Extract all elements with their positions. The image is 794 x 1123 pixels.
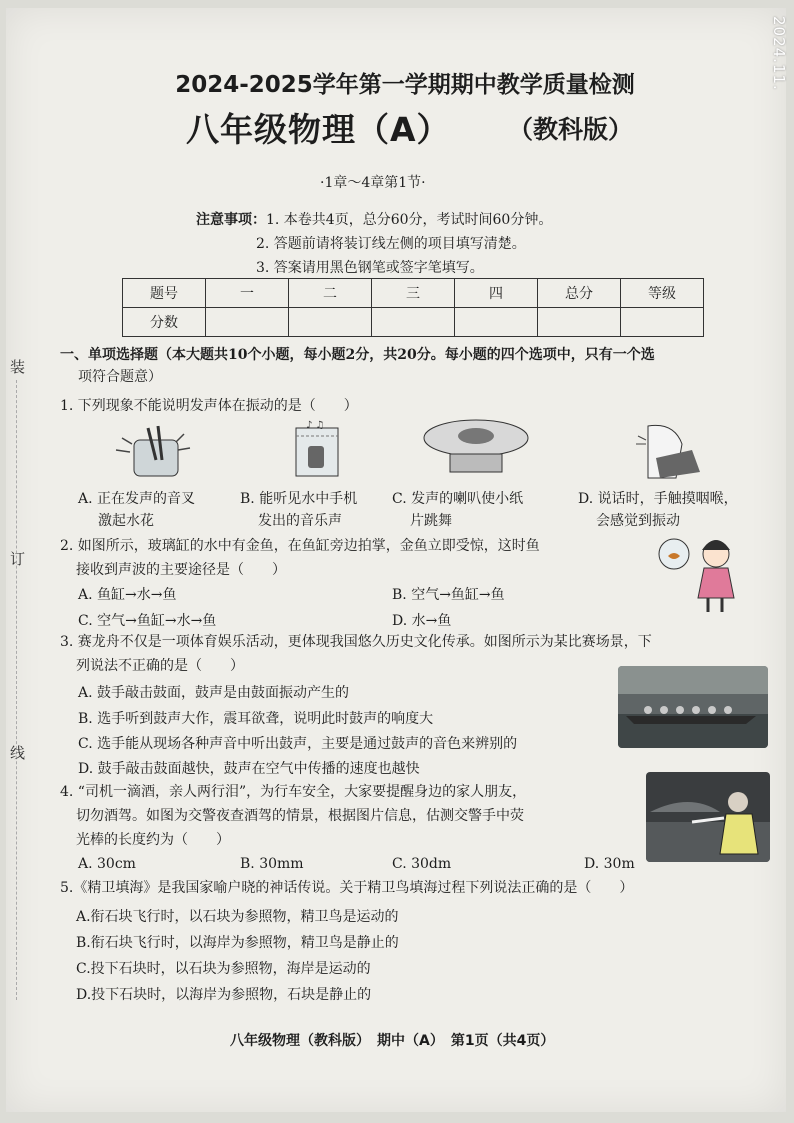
page-footer: 八年级物理（教科版） 期中（A） 第1页（共4页） [230,1033,555,1049]
score-table [122,278,704,337]
stem-line: 2. 如图所示，玻璃缸的水中有金鱼，在鱼缸旁边拍掌，金鱼立即受惊，这时鱼 [60,538,540,554]
hand-on-throat-image [634,418,706,480]
q1-option-d[interactable] [578,488,738,532]
notice-item: 1. 本卷共4页，总分60分，考试时间60分钟。 [266,212,553,228]
girl-clapping-fishbowl-image [656,536,746,616]
q1-option-c[interactable] [392,488,523,532]
q3-option-d[interactable]: D. 鼓手敲击鼓面越快，鼓声在空气中传播的速度也越快 [78,761,420,777]
section-heading [60,344,760,388]
q4-option-c[interactable]: C. 30dm [392,856,452,872]
binding-char-ding: 订 [10,550,26,568]
q5-option-d[interactable]: D.投下石块时，以海岸为参照物，石块是静止的 [76,987,372,1003]
binding-char-xian: 线 [10,744,26,762]
dragon-boat-race-photo [618,666,768,748]
q4-option-d[interactable]: D. 30m [584,856,635,872]
question-5-stem: 5.《精卫填海》是我国家喻户晓的神话传说。关于精卫鸟填海过程下列说法正确的是（ ） [60,880,634,896]
notice-item: 3. 答案请用黑色钢笔或签字笔填写。 [256,260,484,276]
score-header-cell: 等级 [621,279,704,308]
stem-line: 列说法不正确的是（ ） [76,658,244,674]
stem-line: 切勿酒驾。如图为交警夜查酒驾的情景，根据图片信息，估测交警手中荧 [76,808,524,824]
score-cell[interactable] [289,308,372,337]
notice-item: 2. 答题前请将装订线左侧的项目填写清楚。 [256,236,526,252]
q1-option-b[interactable] [240,488,357,532]
score-table-header-row [123,279,704,308]
q3-option-b[interactable]: B. 选手听到鼓声大作，震耳欲聋，说明此时鼓声的响度大 [78,711,434,727]
q2-option-b[interactable]: B. 空气→鱼缸→鱼 [392,587,505,603]
score-table-value-row [123,308,704,337]
exam-title: 2024-2025学年第一学期期中教学质量检测 [175,72,635,98]
q5-option-a[interactable]: A.衔石块飞行时，以石块为参照物，精卫鸟是运动的 [76,909,399,925]
photo-date-stamp: 2024.11. [770,16,788,91]
option-text: 片跳舞 [410,513,452,529]
score-cell[interactable] [621,308,704,337]
score-cell[interactable] [538,308,621,337]
option-text: 会感觉到振动 [596,513,680,529]
section-heading-line: 项符合题意） [78,369,162,385]
edition-label: （教科版） [508,115,634,144]
stem-line: 4. “司机一滴酒，亲人两行泪”，为行车安全，大家要提醒身边的家人朋友， [60,784,527,800]
option-text: C. 发声的喇叭使小纸 [392,491,524,507]
score-row-label: 分数 [123,308,206,337]
speaker-paper-bits-image [420,414,532,478]
stem-line: 3. 赛龙舟不仅是一项体育娱乐活动，更体现我国悠久历史文化传承。如图所示为某比赛场景，下 [60,634,652,650]
stem-line: 光棒的长度约为（ ） [76,832,230,848]
q3-option-a[interactable]: A. 鼓手敲击鼓面，鼓声是由鼓面振动产生的 [78,685,350,701]
question-2-stem [60,534,540,582]
question-3-stem [60,630,652,678]
option-text: A. 正在发声的音叉 [78,491,196,507]
binding-dashed-line [16,380,17,1000]
option-text: 激起水花 [98,513,154,529]
subject-title: 八年级物理（A） [186,110,451,149]
q3-option-c[interactable]: C. 选手能从现场各种声音中听出鼓声，主要是通过鼓声的音色来辨别的 [78,736,518,752]
score-header-cell: 三 [372,279,455,308]
option-text: B. 能听见水中手机 [240,491,358,507]
q5-option-b[interactable]: B.衔石块飞行时，以海岸为参照物，精卫鸟是静止的 [76,935,399,951]
q4-option-b[interactable]: B. 30mm [240,856,304,872]
question-1-stem: 1. 下列现象不能说明发声体在振动的是（ ） [60,398,358,414]
score-header-cell: 二 [289,279,372,308]
tuning-fork-splash-image [104,420,200,482]
notice-label: 注意事项： [196,212,266,228]
svg-text:♪ ♫: ♪ ♫ [306,420,325,431]
score-header-cell: 总分 [538,279,621,308]
q2-option-d[interactable]: D. 水→鱼 [392,613,452,629]
stem-line: 接收到声波的主要途径是（ ） [76,562,286,578]
police-drunk-driving-check-photo [646,772,770,862]
chapter-scope: ·1章～4章第1节· [320,175,426,191]
q4-option-a[interactable]: A. 30cm [78,856,136,872]
phone-in-water-image [292,418,342,480]
score-header-cell: 一 [206,279,289,308]
q2-option-a[interactable]: A. 鱼缸→水→鱼 [78,587,177,603]
score-header-cell: 题号 [123,279,206,308]
score-header-cell: 四 [455,279,538,308]
section-heading-line: 一、单项选择题（本大题共10个小题，每小题2分，共20分。每小题的四个选项中，只有一个选 [60,347,655,363]
q2-option-c[interactable]: C. 空气→鱼缸→水→鱼 [78,613,217,629]
binding-char-zhuang: 装 [10,358,26,376]
score-cell[interactable] [206,308,289,337]
question-4-stem [60,780,526,852]
notice-block [196,208,552,280]
option-text: 发出的音乐声 [258,513,342,529]
score-cell[interactable] [372,308,455,337]
option-text: D. 说话时，手触摸咽喉， [578,491,738,507]
score-cell[interactable] [455,308,538,337]
q5-option-c[interactable]: C.投下石块时，以石块为参照物，海岸是运动的 [76,961,371,977]
q1-option-a[interactable] [78,488,195,532]
